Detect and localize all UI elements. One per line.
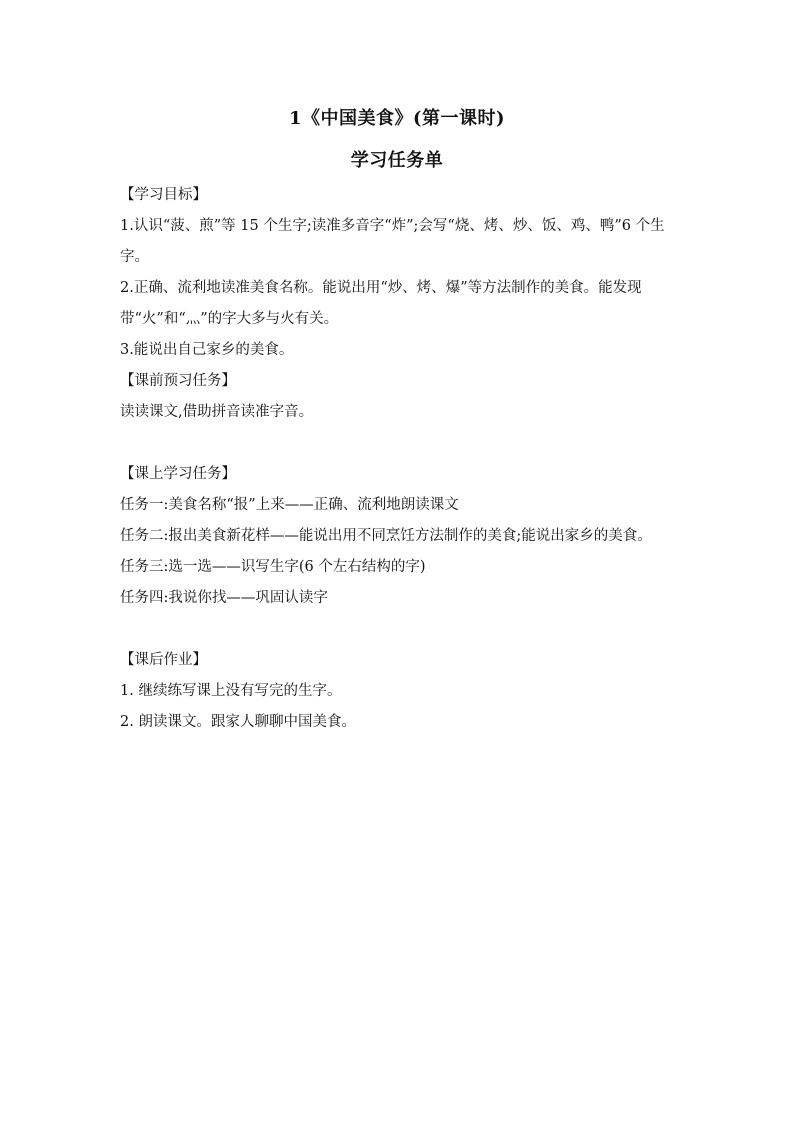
document-subtitle: 学习任务单 bbox=[350, 150, 444, 171]
homework-item: 2. 朗读课文。跟家人聊聊中国美食。 bbox=[120, 714, 356, 730]
goal-item: 1.认识“菠、煎”等 15 个生字;读准多音字“炸”;会写“烧、烤、炒、饭、鸡、鸭”6 个生字。 bbox=[120, 218, 665, 265]
blank-line bbox=[120, 614, 680, 645]
section-heading-preview: 【课前预习任务】 bbox=[120, 373, 236, 389]
preview-item: 读读课文,借助拼音读准字音。 bbox=[120, 404, 314, 420]
document-body bbox=[120, 180, 680, 738]
class-task-item: 任务三:选一选——识写生字(6 个左右结构的字) bbox=[120, 559, 426, 575]
goal-item: 2.正确、流利地读准美食名称。能说出用“炒、烤、爆”等方法制作的美食。能发现带“火”和“灬”的字大多与火有关。 bbox=[120, 280, 642, 327]
document-title: 1《中国美食》(第一课时) bbox=[288, 108, 506, 129]
class-task-item: 任务一:美食名称“报”上来——正确、流利地朗读课文 bbox=[120, 497, 459, 513]
section-heading-homework: 【课后作业】 bbox=[120, 652, 207, 668]
section-heading-class: 【课上学习任务】 bbox=[120, 466, 236, 482]
section-heading-goals: 【学习目标】 bbox=[120, 187, 207, 203]
goal-item: 3.能说出自己家乡的美食。 bbox=[120, 342, 294, 358]
class-task-item: 任务四:我说你找——巩固认读字 bbox=[120, 590, 328, 606]
class-task-item: 任务二:报出美食新花样——能说出用不同烹饪方法制作的美食;能说出家乡的美食。 bbox=[120, 528, 652, 544]
blank-line bbox=[120, 428, 680, 459]
homework-item: 1. 继续练写课上没有写完的生字。 bbox=[120, 683, 342, 699]
